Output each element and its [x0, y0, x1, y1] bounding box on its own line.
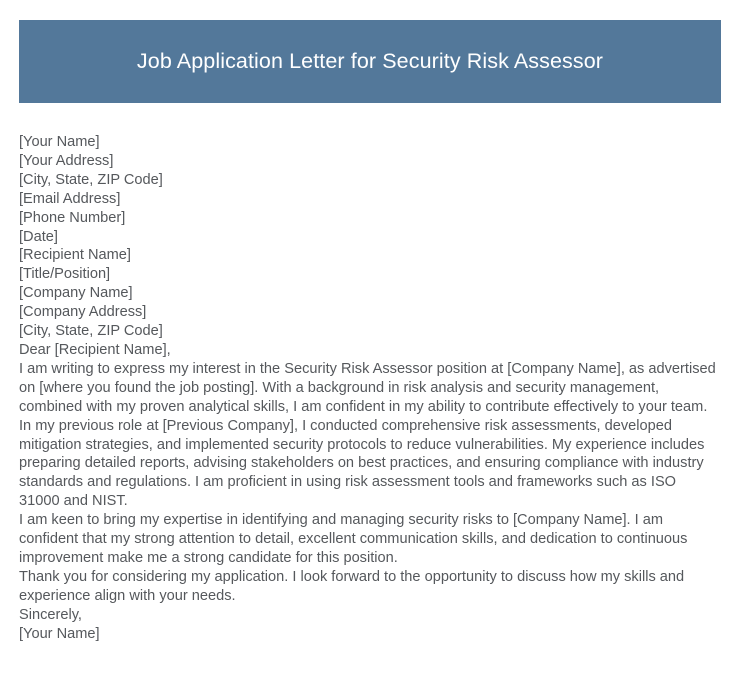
sender-address-block [19, 133, 719, 246]
sender-line-city-state-zip: [City, State, ZIP Code] [19, 171, 163, 188]
letter-paragraph-1: I am writing to express my interest in the Security Risk Assessor position at [Company Name], as advertised on [where you found the job posting]. With a background in risk analysis and security management, combined with my proven analytical skills, I am confident in my ability to contribute effectively to your team. [19, 360, 716, 415]
recipient-line-title: [Title/Position] [19, 266, 111, 283]
sender-line-phone: [Phone Number] [19, 209, 126, 226]
recipient-line-city-state-zip: [City, State, ZIP Code] [19, 323, 163, 340]
recipient-address-block [19, 246, 719, 341]
recipient-line-company: [Company Name] [19, 285, 133, 302]
sender-line-address: [Your Address] [19, 152, 114, 169]
closing-salutation: Sincerely, [19, 606, 82, 623]
page-title: Job Application Letter for Security Risk Assessor [136, 48, 604, 73]
letter-paragraph-4: Thank you for considering my application. I look forward to the opportunity to discuss how my skills and experience align with your needs. [19, 568, 685, 604]
sender-line-name: [Your Name] [19, 134, 100, 150]
sender-line-email: [Email Address] [19, 190, 121, 207]
document-header-banner [19, 20, 721, 103]
recipient-line-name: [Recipient Name] [19, 247, 131, 264]
letter-body [19, 133, 719, 643]
letter-paragraph-2: In my previous role at [Previous Company], I conducted comprehensive risk assessments, developed mitigation strategies, and implemented security protocols to reduce vulnerabilities. My experience includes preparing detailed reports, advising stakeholders on best practices, and ensuring compliance with industry standards and regulations. I am proficient in using risk assessment tools and frameworks such as ISO 31000 and NIST. [19, 417, 705, 510]
letter-paragraph-3: I am keen to bring my expertise in identifying and managing security risks to [Company Name]. I am confident that my strong attention to detail, excellent communication skills, and dedication to continuous improvement make me a strong candidate for this position. [19, 512, 688, 566]
recipient-line-company-address: [Company Address] [19, 304, 147, 321]
signature-name: [Your Name] [19, 625, 100, 642]
sender-line-date: [Date] [19, 228, 58, 245]
salutation: Dear [Recipient Name], [19, 341, 171, 358]
